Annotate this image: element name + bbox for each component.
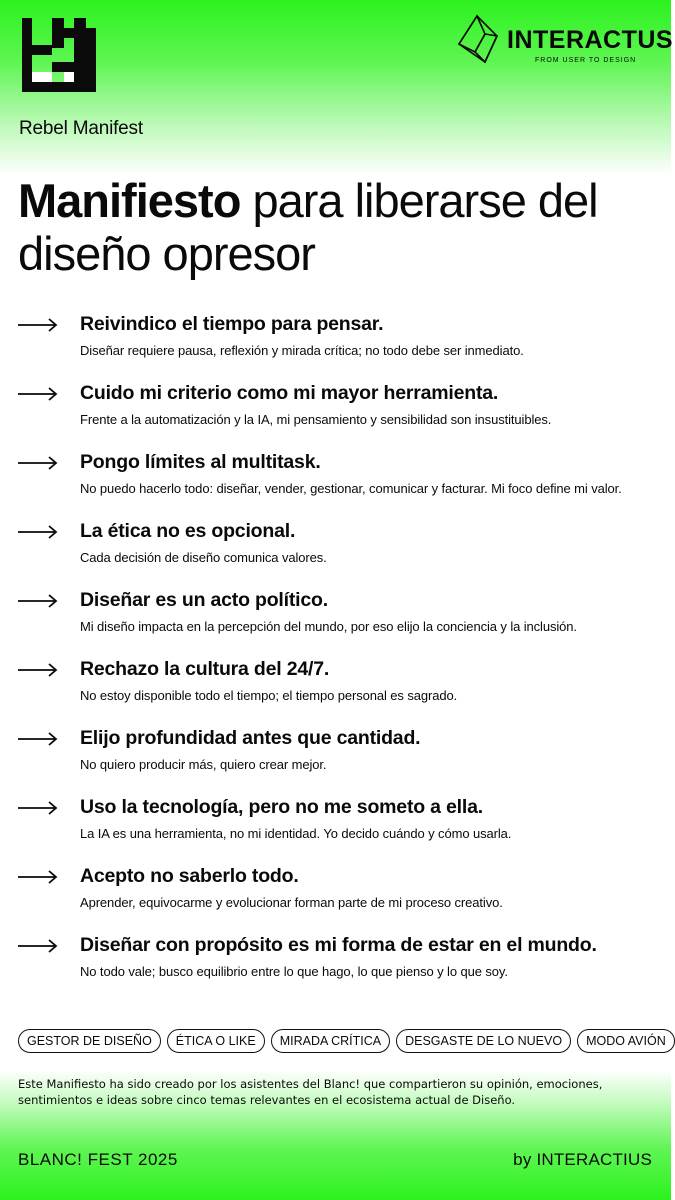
interactus-logo-icon bbox=[455, 14, 674, 70]
item-description: No estoy disponible todo el tiempo; el tiempo personal es sagrado. bbox=[80, 688, 458, 703]
arrow-right-icon bbox=[18, 801, 58, 815]
item-description: Aprender, equivocarme y evolucionar forman parte de mi proceso creativo. bbox=[80, 895, 503, 910]
item-description: Diseñar requiere pausa, reflexión y mirada crítica; no todo debe ser inmediato. bbox=[80, 343, 524, 358]
item-title: Diseñar es un acto político. bbox=[80, 589, 328, 611]
tag-modo-avion: MODO AVIÓN bbox=[577, 1029, 675, 1053]
item-description: No quiero producir más, quiero crear mejor. bbox=[80, 757, 327, 772]
item-description: No todo vale; busco equilibrio entre lo que hago, lo que pienso y lo que soy. bbox=[80, 964, 508, 979]
list-item bbox=[0, 312, 671, 381]
arrow-right-icon bbox=[18, 387, 58, 401]
tag-gestor-de-diseno: GESTOR DE DISEÑO bbox=[18, 1029, 161, 1053]
item-title: Acepto no saberlo todo. bbox=[80, 865, 299, 887]
arrow-right-icon bbox=[18, 732, 58, 746]
title-rest: para liberarse del diseño opresor bbox=[18, 174, 598, 280]
manifesto-list bbox=[0, 312, 671, 1002]
item-description: Mi diseño impacta en la percepción del mundo, por eso elijo la conciencia y la inclusión. bbox=[80, 619, 577, 634]
item-title: Pongo límites al multitask. bbox=[80, 451, 321, 473]
item-title: Reivindico el tiempo para pensar. bbox=[80, 313, 384, 335]
item-description: La IA es una herramienta, no mi identidad. Yo decido cuándo y cómo usarla. bbox=[80, 826, 512, 841]
list-item bbox=[0, 450, 671, 519]
arrow-right-icon bbox=[18, 456, 58, 470]
list-item bbox=[0, 726, 671, 795]
footnote: Este Manifiesto ha sido creado por los asistentes del Blanc! que compartieron su opinión, emociones, sentimientos e ideas sobre cinco temas relevantes en el ecosistema actual de Diseño. bbox=[18, 1077, 603, 1107]
list-item bbox=[0, 933, 671, 1002]
item-title: Cuido mi criterio como mi mayor herramienta. bbox=[80, 382, 499, 404]
blanc-logo-icon bbox=[22, 18, 96, 92]
list-item bbox=[0, 657, 671, 726]
list-item bbox=[0, 519, 671, 588]
item-description: Cada decisión de diseño comunica valores. bbox=[80, 550, 327, 565]
credit: by INTERACTIUS bbox=[513, 1150, 652, 1169]
page-title bbox=[18, 174, 658, 280]
list-item bbox=[0, 588, 671, 657]
tag-list bbox=[18, 1029, 675, 1053]
item-description: No puedo hacerlo todo: diseñar, vender, gestionar, comunicar y facturar. Mi foco define mi valor. bbox=[80, 481, 622, 496]
item-title: Rechazo la cultura del 24/7. bbox=[80, 658, 330, 680]
arrow-right-icon bbox=[18, 870, 58, 884]
arrow-right-icon bbox=[18, 318, 58, 332]
item-title: Uso la tecnología, pero no me someto a ella. bbox=[80, 796, 483, 818]
title-bold: Manifiesto bbox=[18, 174, 241, 227]
arrow-right-icon bbox=[18, 939, 58, 953]
arrow-right-icon bbox=[18, 525, 58, 539]
item-title: La ética no es opcional. bbox=[80, 520, 296, 542]
brand-tagline: FROM USER TO DESIGN bbox=[535, 57, 637, 64]
section-label: Rebel Manifest bbox=[19, 118, 143, 139]
arrow-right-icon bbox=[18, 594, 58, 608]
event-name: BLANC! FEST 2025 bbox=[18, 1150, 178, 1169]
brand-name: INTERACTUS bbox=[507, 26, 674, 54]
list-item bbox=[0, 864, 671, 933]
item-title: Elijo profundidad antes que cantidad. bbox=[80, 727, 421, 749]
tag-desgaste-de-lo-nuevo: DESGASTE DE LO NUEVO bbox=[396, 1029, 571, 1053]
list-item bbox=[0, 795, 671, 864]
item-title: Diseñar con propósito es mi forma de estar en el mundo. bbox=[80, 934, 597, 956]
tag-etica-o-like: ÉTICA O LIKE bbox=[167, 1029, 265, 1053]
item-description: Frente a la automatización y la IA, mi pensamiento y sensibilidad son insustituibles. bbox=[80, 412, 552, 427]
list-item bbox=[0, 381, 671, 450]
arrow-right-icon bbox=[18, 663, 58, 677]
tag-mirada-critica: MIRADA CRÍTICA bbox=[271, 1029, 390, 1053]
